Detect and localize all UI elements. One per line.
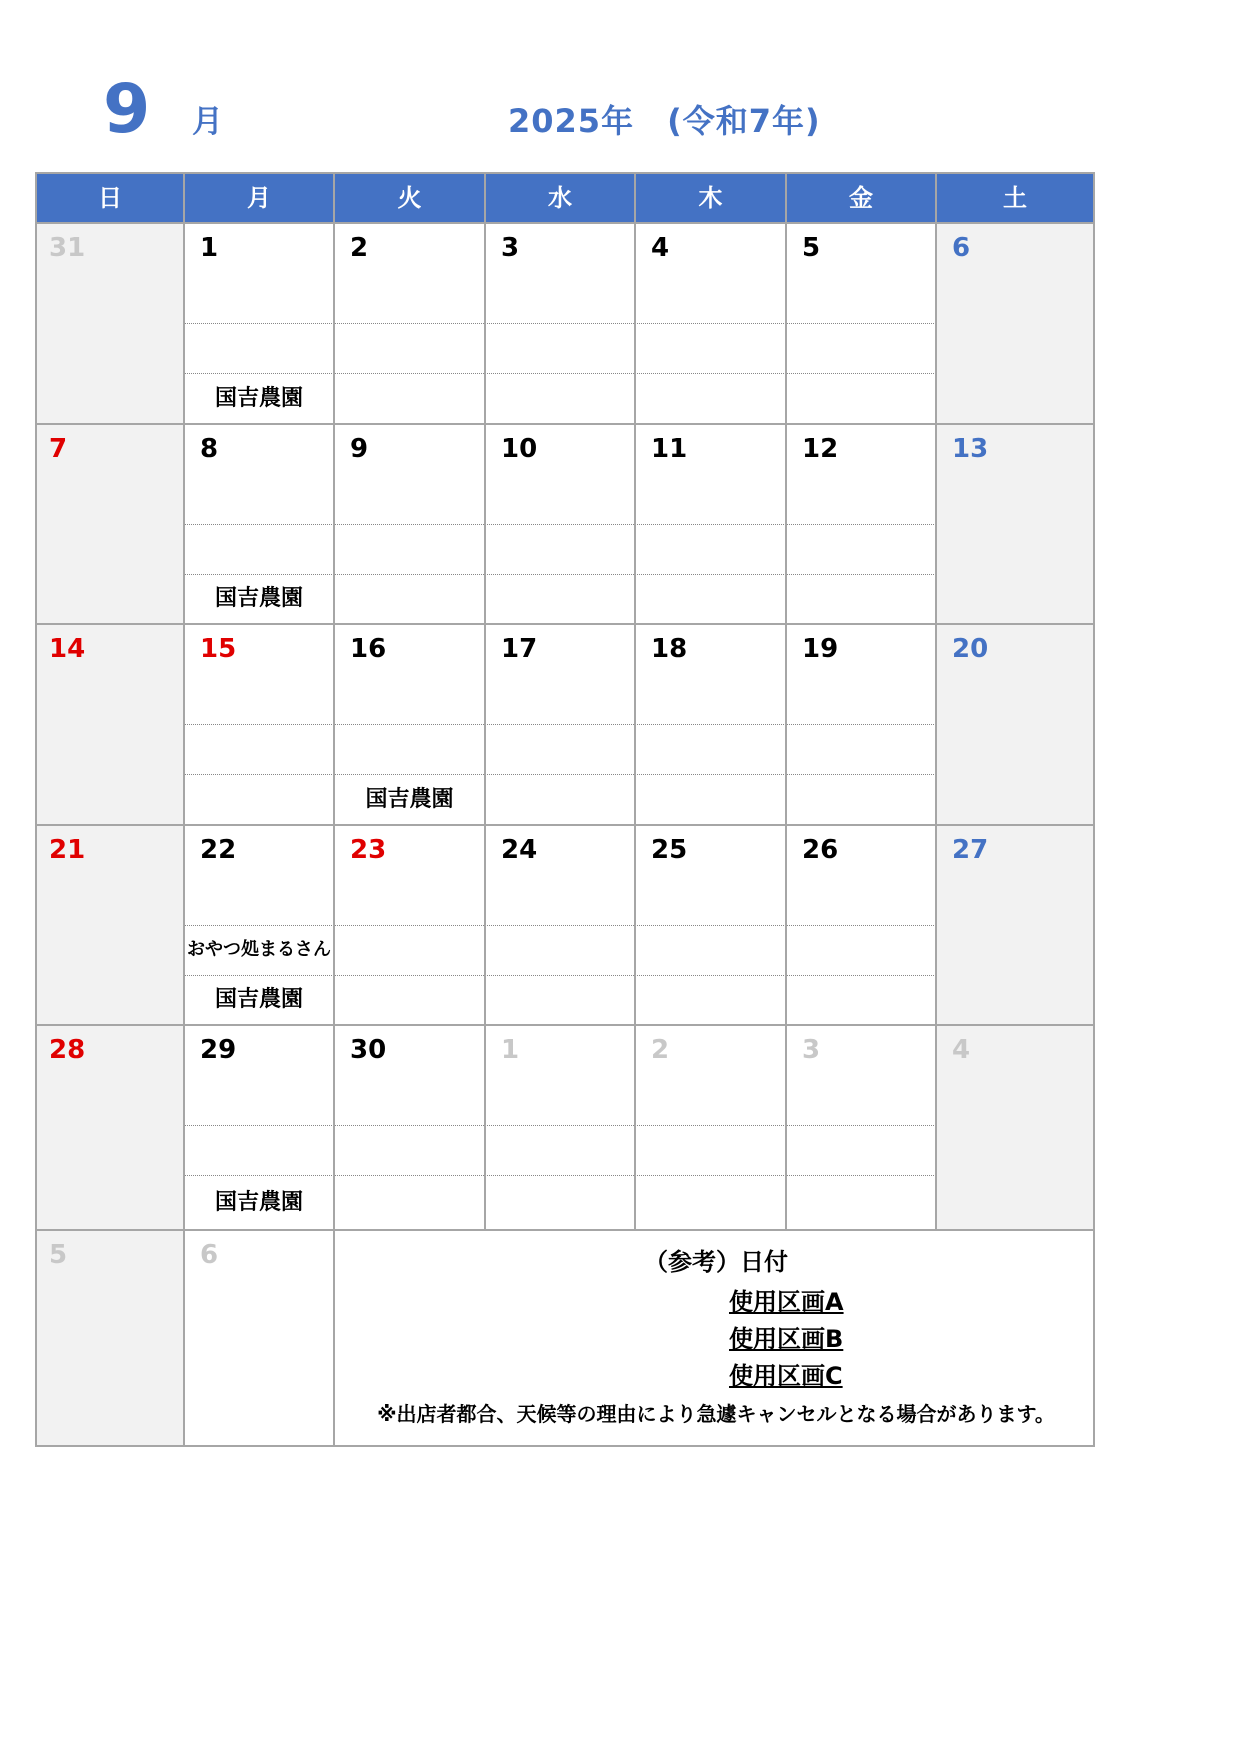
grid-column-line bbox=[785, 173, 787, 1230]
day-number: 6 bbox=[200, 1240, 219, 1270]
vendor-entry: 国吉農園 bbox=[214, 1190, 303, 1215]
grid-column-line bbox=[935, 173, 937, 1230]
day-cell bbox=[36, 825, 184, 1025]
vendor-entry: 国吉農園 bbox=[214, 386, 303, 411]
year-label: 2025年 (令和7年) bbox=[508, 102, 821, 140]
legend-section-b: 使用区画B bbox=[729, 1325, 844, 1353]
day-number: 1 bbox=[200, 233, 219, 263]
calendar-grid bbox=[36, 173, 1094, 1446]
vendor-entry: 国吉農園 bbox=[214, 586, 303, 611]
weekday-header-tue: 火 bbox=[397, 184, 422, 212]
day-number: 25 bbox=[651, 835, 688, 865]
weekday-header-fri: 金 bbox=[849, 184, 873, 212]
day-number: 2 bbox=[350, 233, 369, 263]
day-number: 23 bbox=[350, 835, 387, 865]
legend-section-c: 使用区画C bbox=[729, 1362, 843, 1390]
weekday-header-wed: 水 bbox=[548, 184, 572, 212]
day-number: 1 bbox=[501, 1035, 520, 1065]
day-number: 3 bbox=[802, 1035, 821, 1065]
day-number: 15 bbox=[200, 634, 237, 664]
day-cell bbox=[36, 624, 184, 825]
day-cell bbox=[485, 1025, 635, 1230]
grid-row-line bbox=[35, 222, 1095, 224]
day-number: 26 bbox=[802, 835, 839, 865]
slot-divider bbox=[184, 524, 936, 525]
day-cell bbox=[184, 1230, 334, 1446]
grid-row-line bbox=[35, 1024, 1095, 1026]
legend-title: （参考）日付 bbox=[644, 1248, 788, 1276]
day-cell bbox=[635, 1025, 786, 1230]
day-number: 20 bbox=[952, 634, 989, 664]
slot-divider bbox=[184, 925, 936, 926]
day-cell bbox=[936, 1025, 1094, 1230]
day-number: 3 bbox=[501, 233, 520, 263]
slot-divider bbox=[184, 574, 936, 575]
day-number: 19 bbox=[802, 634, 839, 664]
day-number: 7 bbox=[49, 434, 68, 464]
slot-divider bbox=[184, 1125, 936, 1126]
day-number: 4 bbox=[651, 233, 670, 263]
day-number: 6 bbox=[952, 233, 971, 263]
day-cell bbox=[936, 624, 1094, 825]
slot-divider bbox=[184, 1175, 936, 1176]
day-cell bbox=[786, 1025, 936, 1230]
grid-column-line bbox=[484, 173, 486, 1230]
slot-divider bbox=[184, 373, 936, 374]
day-number: 30 bbox=[350, 1035, 387, 1065]
grid-row-line bbox=[35, 172, 1095, 174]
grid-column-line bbox=[183, 173, 185, 1446]
legend-section-a: 使用区画A bbox=[729, 1288, 844, 1316]
vendor-entry: 国吉農園 bbox=[214, 987, 303, 1012]
legend-box bbox=[338, 1230, 1094, 1446]
grid-row-line bbox=[35, 824, 1095, 826]
slot-divider bbox=[184, 323, 936, 324]
day-number: 5 bbox=[49, 1240, 68, 1270]
slot-divider bbox=[184, 724, 936, 725]
day-cell bbox=[36, 1230, 184, 1446]
day-number: 29 bbox=[200, 1035, 237, 1065]
day-number: 31 bbox=[49, 233, 86, 263]
grid-column-line bbox=[333, 173, 335, 1446]
day-number: 11 bbox=[651, 434, 688, 464]
day-number: 13 bbox=[952, 434, 989, 464]
month-number: 9 bbox=[103, 70, 151, 149]
grid-column-line bbox=[35, 173, 37, 1446]
day-number: 18 bbox=[651, 634, 688, 664]
grid-row-line bbox=[35, 423, 1095, 425]
day-number: 9 bbox=[350, 434, 369, 464]
day-number: 8 bbox=[200, 434, 219, 464]
day-number: 4 bbox=[952, 1035, 971, 1065]
day-cell bbox=[936, 424, 1094, 624]
vendor-entry: おやつ処まるさん bbox=[187, 939, 331, 960]
day-number: 5 bbox=[802, 233, 821, 263]
day-number: 12 bbox=[802, 434, 839, 464]
day-cell bbox=[36, 223, 184, 424]
day-number: 16 bbox=[350, 634, 387, 664]
slot-divider bbox=[184, 975, 936, 976]
grid-row-line bbox=[35, 623, 1095, 625]
weekday-header-sun: 日 bbox=[98, 184, 122, 212]
weekday-header-sat: 土 bbox=[1003, 184, 1027, 212]
day-cell bbox=[334, 1025, 485, 1230]
weekday-header-thu: 木 bbox=[698, 184, 723, 212]
day-cell bbox=[36, 1025, 184, 1230]
day-number: 14 bbox=[49, 634, 86, 664]
day-number: 22 bbox=[200, 835, 237, 865]
month-label: 月 bbox=[192, 104, 223, 140]
day-number: 27 bbox=[952, 835, 989, 865]
day-number: 2 bbox=[651, 1035, 670, 1065]
grid-column-line bbox=[634, 173, 636, 1230]
day-cell bbox=[936, 223, 1094, 424]
slot-divider bbox=[184, 774, 936, 775]
day-cell bbox=[936, 825, 1094, 1025]
day-number: 21 bbox=[49, 835, 86, 865]
day-cell bbox=[36, 424, 184, 624]
cancellation-note: ※出店者都合、天候等の理由により急遽キャンセルとなる場合があります。 bbox=[377, 1402, 1055, 1426]
day-number: 28 bbox=[49, 1035, 86, 1065]
day-number: 10 bbox=[501, 434, 538, 464]
weekday-header-mon: 月 bbox=[247, 184, 271, 212]
day-number: 24 bbox=[501, 835, 538, 865]
vendor-entry: 国吉農園 bbox=[365, 787, 454, 812]
day-number: 17 bbox=[501, 634, 538, 664]
